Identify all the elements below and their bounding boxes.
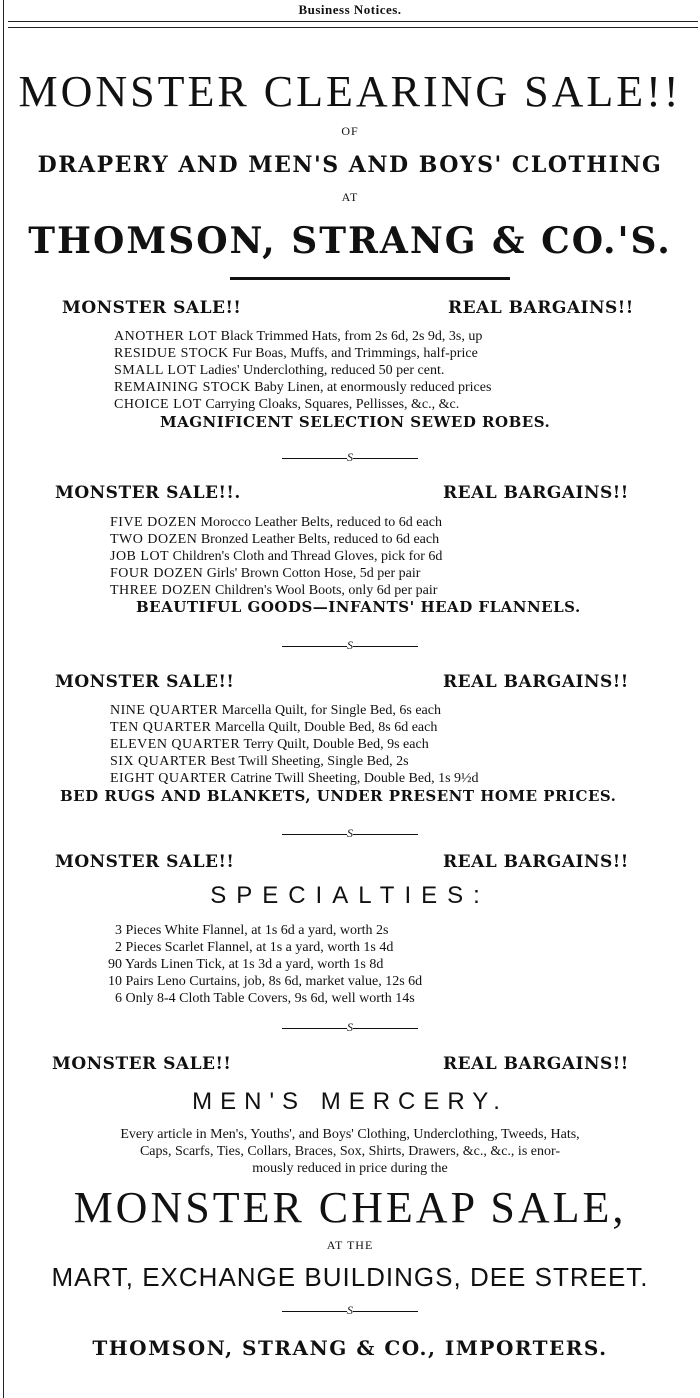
- section-3-real-bargains: REAL BARGAINS!!: [443, 672, 629, 692]
- list-item: NINE QUARTER Marcella Quilt, for Single Bed, 6s each: [110, 703, 441, 718]
- list-item: FIVE DOZEN Morocco Leather Belts, reduced to 6d each: [110, 515, 442, 530]
- section-3-footer: BED RUGS AND BLANKETS, UNDER PRESENT HOME PRICES.: [60, 787, 617, 805]
- section-2-items: [110, 514, 442, 599]
- section-5-monster-sale: MONSTER SALE!!: [52, 1054, 232, 1074]
- section-3-monster-sale: MONSTER SALE!!: [55, 672, 235, 692]
- section-2-monster-sale: MONSTER SALE!!.: [55, 483, 241, 503]
- paragraph-line: Caps, Scarfs, Ties, Collars, Braces, Sox, Shirts, Drawers, &c., &c., is enor-: [139, 1144, 561, 1159]
- list-item: FOUR DOZEN Girls' Brown Cotton Hose, 5d per pair: [110, 566, 421, 581]
- section-1-footer: MAGNIFICENT SELECTION SEWED ROBES.: [160, 413, 551, 431]
- list-item: EIGHT QUARTER Catrine Twill Sheeting, Double Bed, 1s 9½d: [110, 771, 479, 786]
- list-item: ANOTHER LOT Black Trimmed Hats, from 2s 6d, 2s 9d, 3s, up: [114, 329, 483, 344]
- header-rule-bottom: [8, 27, 698, 28]
- list-item: THREE DOZEN Children's Wool Boots, only 6d per pair: [110, 583, 438, 598]
- cheap-sale-headline: MONSTER CHEAP SALE,: [73, 1183, 627, 1232]
- section-divider: S: [0, 1303, 700, 1318]
- drapery-line: DRAPERY AND MEN'S AND BOYS' CLOTHING: [37, 152, 663, 178]
- of-label: OF: [341, 124, 359, 138]
- list-item: ELEVEN QUARTER Terry Quilt, Double Bed, 9s each: [110, 737, 429, 752]
- importers-footer: THOMSON, STRANG & CO., IMPORTERS.: [92, 1336, 608, 1360]
- list-item: TWO DOZEN Bronzed Leather Belts, reduced to 6d each: [110, 532, 440, 547]
- list-item: 6 Only 8-4 Cloth Table Covers, 9s 6d, well worth 14s: [115, 991, 415, 1006]
- list-item: 90 Yards Linen Tick, at 1s 3d a yard, worth 1s 8d: [108, 957, 384, 972]
- list-item: CHOICE LOT Carrying Cloaks, Squares, Pellisses, &c., &c.: [114, 397, 460, 412]
- list-item: SMALL LOT Ladies' Underclothing, reduced 50 per cent.: [114, 363, 445, 378]
- list-item: 2 Pieces Scarlet Flannel, at 1s a yard, worth 1s 4d: [115, 940, 394, 955]
- section-divider: S: [0, 450, 700, 465]
- section-divider: S: [0, 638, 700, 653]
- mercery-title: MEN'S MERCERY.: [192, 1088, 508, 1115]
- list-item: 3 Pieces White Flannel, at 1s 6d a yard, worth 2s: [115, 923, 389, 938]
- list-item: RESIDUE STOCK Fur Boas, Muffs, and Trimmings, half-price: [114, 346, 478, 361]
- section-1-monster-sale: MONSTER SALE!!: [62, 298, 242, 318]
- list-item: SIX QUARTER Best Twill Sheeting, Single Bed, 2s: [110, 754, 409, 769]
- paragraph-line: Every article in Men's, Youths', and Boys' Clothing, Underclothing, Tweeds, Hats,: [120, 1127, 580, 1142]
- at-label: AT: [341, 190, 359, 204]
- section-2-real-bargains: REAL BARGAINS!!: [443, 483, 629, 503]
- company-name: THOMSON, STRANG & CO.'S.: [28, 220, 672, 262]
- page-header: Business Notices.: [298, 2, 402, 17]
- section-1-items: [114, 328, 491, 413]
- list-item: 10 Pairs Leno Curtains, job, 8s 6d, market value, 12s 6d: [108, 974, 423, 989]
- list-item: REMAINING STOCK Baby Linen, at enormously reduced prices: [114, 380, 492, 395]
- company-underline: [230, 277, 510, 280]
- section-3-items: [110, 702, 479, 787]
- section-4-items: [108, 922, 422, 1007]
- section-1-real-bargains: REAL BARGAINS!!: [448, 298, 634, 318]
- section-divider: S: [0, 1020, 700, 1035]
- paragraph-line: mously reduced in price during the: [252, 1161, 448, 1176]
- specialties-title: SPECIALTIES:: [210, 882, 490, 909]
- list-item: TEN QUARTER Marcella Quilt, Double Bed, 8s 6d each: [110, 720, 438, 735]
- at-the-label: AT THE: [326, 1238, 374, 1252]
- headline: MONSTER CLEARING SALE!!: [18, 67, 682, 116]
- header-rule-top: [8, 21, 698, 22]
- mercery-paragraph: [0, 1126, 700, 1177]
- section-4-real-bargains: REAL BARGAINS!!: [443, 852, 629, 872]
- section-5-real-bargains: REAL BARGAINS!!: [443, 1054, 629, 1074]
- section-4-monster-sale: MONSTER SALE!!: [55, 852, 235, 872]
- list-item: JOB LOT Children's Cloth and Thread Gloves, pick for 6d: [110, 549, 443, 564]
- mart-address: MART, EXCHANGE BUILDINGS, DEE STREET.: [51, 1262, 649, 1292]
- section-2-footer: BEAUTIFUL GOODS—INFANTS' HEAD FLANNELS.: [136, 598, 581, 616]
- section-divider: S: [0, 826, 700, 841]
